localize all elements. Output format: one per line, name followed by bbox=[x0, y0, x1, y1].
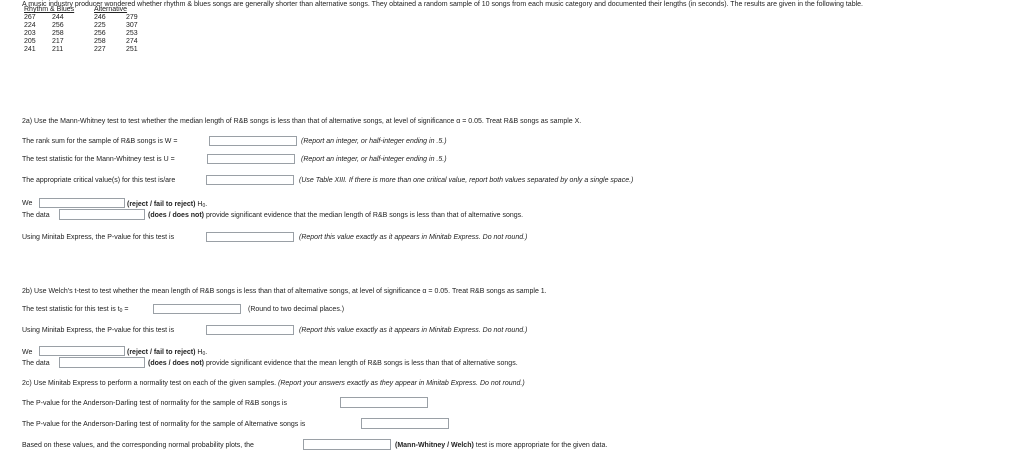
table-row bbox=[24, 30, 138, 38]
q2a-pval-label: Using Minitab Express, the P-value for this test is bbox=[22, 234, 175, 241]
q2a-stat-label: The test statistic for the Mann-Whitney test is U = bbox=[22, 156, 175, 163]
welch-t-statistic-input[interactable] bbox=[153, 304, 241, 314]
q2c-ad-alt-label: The P-value for the Anderson-Darling test of normality for the sample of Alternative songs is bbox=[22, 421, 306, 428]
q2a-pval-note: (Report this value exactly as it appears in Minitab Express. Do not round.) bbox=[299, 234, 528, 241]
table-cell: 279 bbox=[126, 14, 138, 21]
q2b-stat-sub: 0 bbox=[119, 308, 123, 314]
q2b-pvalue-input[interactable] bbox=[206, 325, 294, 335]
q2a-evidence-input[interactable] bbox=[59, 209, 145, 220]
table-cell: 224 bbox=[24, 22, 36, 29]
q2b-stat-label-line bbox=[22, 305, 128, 316]
q2a-decision-input[interactable] bbox=[39, 198, 125, 208]
table-header-row bbox=[24, 6, 138, 14]
header-rhythm-blues: Rhythm & Blues bbox=[24, 6, 75, 13]
q2a-crit-note: (Use Table XIII. If there is more than one critical value, report both values separated by only a single space.) bbox=[299, 177, 634, 184]
q2a-data-label: The data bbox=[22, 212, 50, 219]
table-cell: 253 bbox=[126, 30, 138, 37]
q2c-choice-text: (Mann-Whitney / Welch) bbox=[395, 442, 474, 449]
table-cell: 267 bbox=[24, 14, 36, 21]
q2c-title-note: (Report your answers exactly as they appear in Minitab Express. Do not round.) bbox=[278, 380, 525, 387]
q2a-pvalue-input[interactable] bbox=[206, 232, 294, 242]
q2b-we-label: We bbox=[22, 349, 33, 356]
table-cell: 203 bbox=[24, 30, 36, 37]
ad-rb-pvalue-input[interactable] bbox=[340, 397, 428, 408]
q2b-stat-eq: = bbox=[122, 306, 129, 313]
q2b-pval-note: (Report this value exactly as it appears in Minitab Express. Do not round.) bbox=[299, 327, 528, 334]
table-cell: 251 bbox=[126, 46, 138, 53]
song-length-table bbox=[24, 6, 138, 54]
q2b-does-text: (does / does not) bbox=[148, 360, 204, 367]
q2b-conclusion-line bbox=[148, 359, 518, 368]
table-cell: 241 bbox=[24, 46, 36, 53]
q2a-we-label: We bbox=[22, 200, 33, 207]
test-choice-input[interactable] bbox=[303, 439, 391, 450]
q2a-title: 2a) Use the Mann-Whitney test to test whether the median length of R&B songs is less than that of alternative songs, at level of significance α = 0.05. Treat R&B songs as sample X. bbox=[22, 118, 582, 125]
q2b-h0-sub: 0 bbox=[202, 351, 206, 357]
q2a-reject-text: (reject / fail to reject) bbox=[127, 201, 196, 208]
table-row bbox=[24, 14, 138, 22]
q2a-conclusion-line bbox=[148, 211, 523, 220]
q2b-stat-note: (Round to two decimal places.) bbox=[248, 306, 345, 313]
table-row bbox=[24, 46, 138, 54]
header-alternative: Alternative bbox=[94, 6, 128, 13]
q2c-based-end: test is more appropriate for the given data. bbox=[475, 442, 608, 449]
q2b-conclusion: provide significant evidence that the mean length of R&B songs is less than that of alternative songs. bbox=[205, 360, 518, 367]
table-cell: 258 bbox=[52, 30, 64, 37]
table-cell: 256 bbox=[52, 22, 64, 29]
table-cell: 244 bbox=[52, 14, 64, 21]
q2a-conclusion: provide significant evidence that the median length of R&B songs is less than that of alternative songs. bbox=[205, 212, 524, 219]
mann-whitney-u-input[interactable] bbox=[207, 154, 295, 164]
q2a-rank-sum-note: (Report an integer, or half-integer ending in .5.) bbox=[301, 138, 447, 145]
critical-value-input[interactable] bbox=[206, 175, 294, 185]
q2c-based-label: Based on these values, and the corresponding normal probability plots, the bbox=[22, 442, 254, 449]
table-cell: 246 bbox=[94, 14, 106, 21]
q2b-data-label: The data bbox=[22, 360, 50, 367]
q2c-title-line bbox=[22, 379, 525, 388]
q2b-decision-input[interactable] bbox=[39, 346, 125, 356]
q2a-h0-sub: 0 bbox=[202, 203, 206, 209]
ad-alt-pvalue-input[interactable] bbox=[361, 418, 449, 429]
q2c-ad-rb-label: The P-value for the Anderson-Darling test of normality for the sample of R&B songs is bbox=[22, 400, 287, 407]
table-cell: 258 bbox=[94, 38, 106, 45]
intro-text: A music industry producer wondered whether rhythm & blues songs are generally shorter than alternative songs. They obtained a random sample of 10 songs from each music category and documented their lengths (in seconds). The results are given in the following table. bbox=[22, 1, 863, 8]
q2c-based-end-line bbox=[395, 441, 607, 450]
q2b-reject-text: (reject / fail to reject) bbox=[127, 349, 196, 356]
q2b-stat-label: The test statistic for this test is t bbox=[22, 306, 120, 313]
q2b-pval-label: Using Minitab Express, the P-value for this test is bbox=[22, 327, 175, 334]
table-cell: 211 bbox=[52, 46, 64, 53]
rank-sum-input[interactable] bbox=[209, 136, 297, 146]
q2a-h0: H bbox=[197, 201, 203, 208]
table-cell: 217 bbox=[52, 38, 64, 45]
table-cell: 225 bbox=[94, 22, 106, 29]
table-cell: 307 bbox=[126, 22, 138, 29]
q2b-h0-label: $H_0$. bbox=[197, 349, 208, 357]
table-row bbox=[24, 38, 138, 46]
table-cell: 205 bbox=[24, 38, 36, 45]
table-cell: 256 bbox=[94, 30, 106, 37]
table-cell: 274 bbox=[126, 38, 138, 45]
q2a-h0-label: $H_0$. bbox=[197, 201, 208, 209]
q2a-does-text: (does / does not) bbox=[148, 212, 204, 219]
q2a-crit-label: The appropriate critical value(s) for this test is/are bbox=[22, 177, 176, 184]
q2a-rank-sum-label: The rank sum for the sample of R&B songs is W = bbox=[22, 138, 178, 145]
q2a-stat-note: (Report an integer, or half-integer ending in .5.) bbox=[301, 156, 447, 163]
q2b-title: 2b) Use Welch's t-test to test whether the mean length of R&B songs is less than that of alternative songs, at level of significance α = 0.05. Treat R&B songs as sample 1. bbox=[22, 288, 547, 295]
q2b-evidence-input[interactable] bbox=[59, 357, 145, 368]
table-cell: 227 bbox=[94, 46, 106, 53]
q2c-title: 2c) Use Minitab Express to perform a normality test on each of the given samples. bbox=[22, 380, 277, 387]
table-row bbox=[24, 22, 138, 30]
q2b-h0: H bbox=[197, 349, 203, 356]
